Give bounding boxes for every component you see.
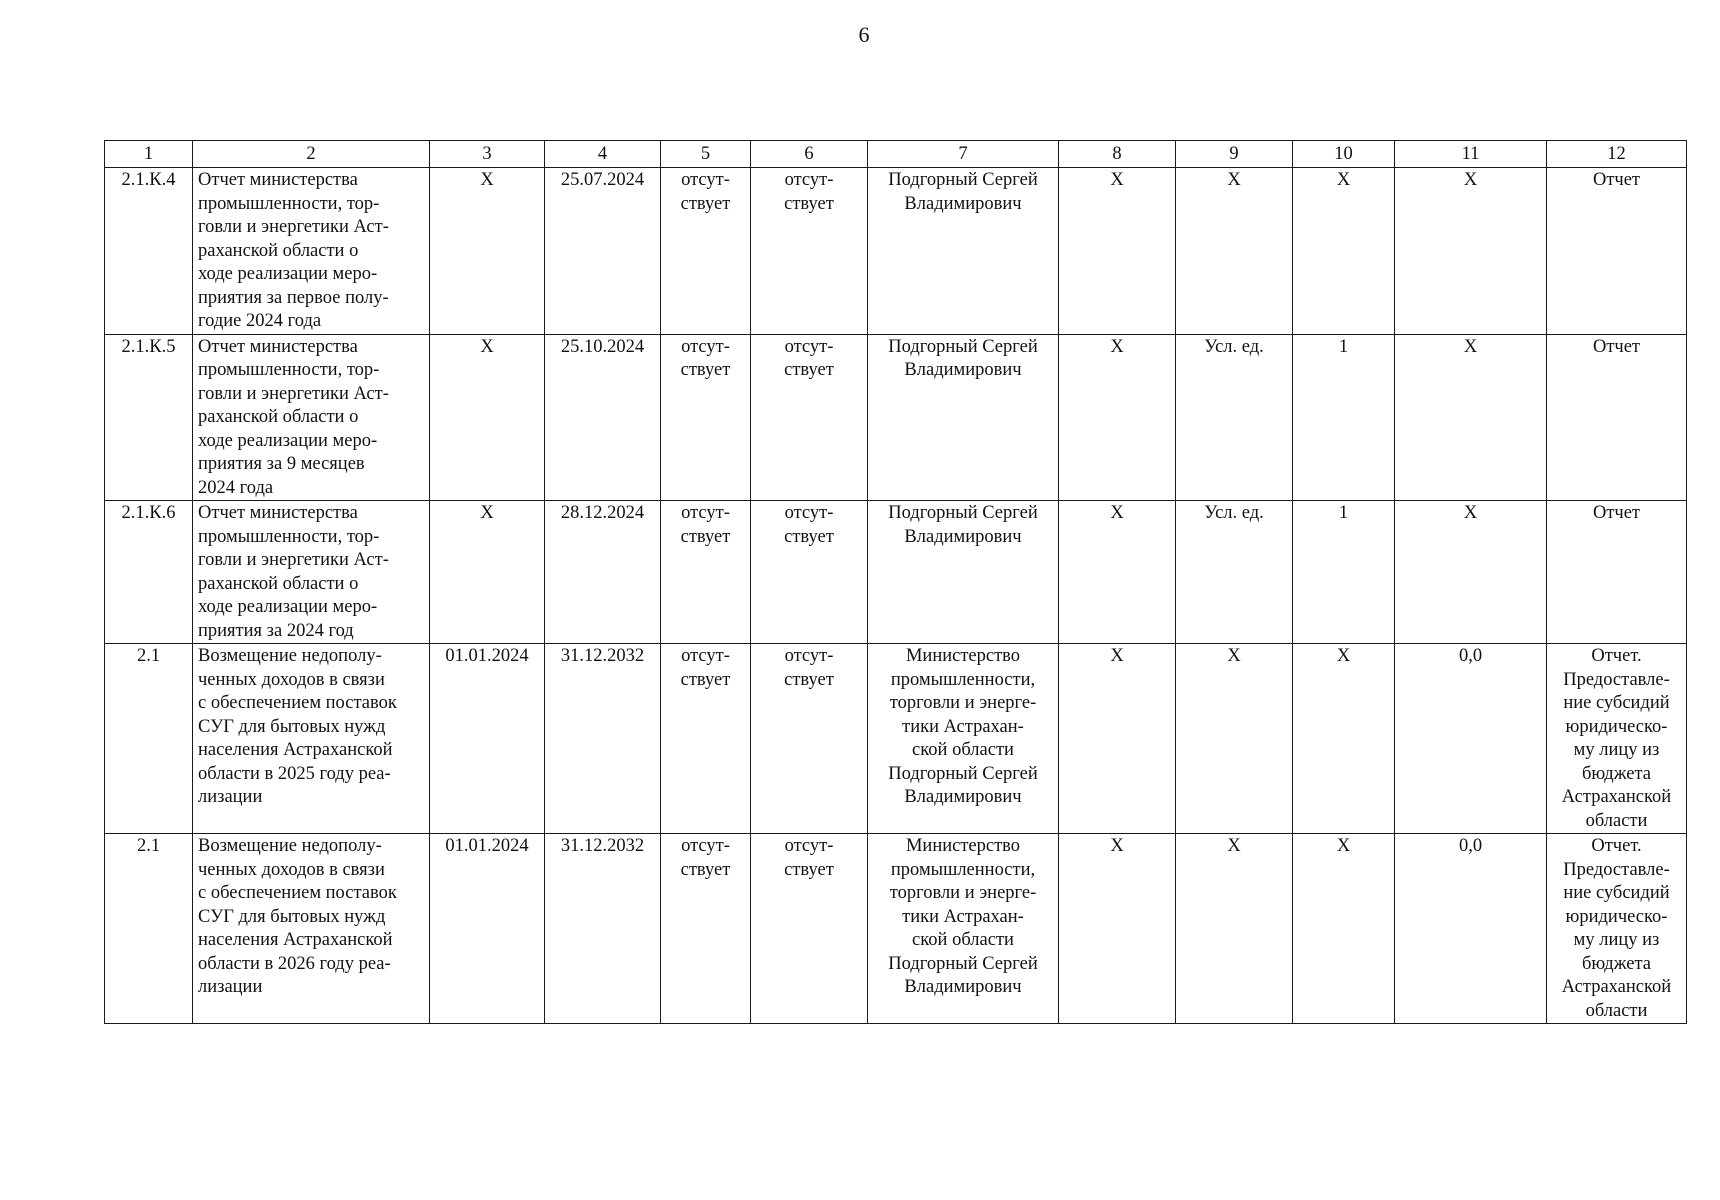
row-col12: Отчет (1547, 334, 1687, 501)
row-col8: Х (1059, 501, 1176, 644)
row-col10: Х (1293, 644, 1395, 834)
row-name: Отчет министерства промышленности, тор- говли и энергетики Аст- раханской области о ходе реализации меро- приятия за 9 месяцев 2024 года (193, 334, 430, 501)
row-col11: Х (1395, 168, 1547, 335)
row-col9: Усл. ед. (1176, 501, 1293, 644)
row-col5: отсут- ствует (661, 168, 751, 335)
table-row (105, 834, 1687, 1024)
row-code: 2.1.К.5 (105, 334, 193, 501)
row-start: Х (430, 334, 545, 501)
row-col12: Отчет. Предоставле- ние субсидий юридическо- му лицу из бюджета Астраханской области (1547, 834, 1687, 1024)
row-col12: Отчет (1547, 168, 1687, 335)
row-col9: Х (1176, 644, 1293, 834)
row-code: 2.1 (105, 644, 193, 834)
row-col10: 1 (1293, 501, 1395, 644)
row-col6: отсут- ствует (751, 834, 868, 1024)
row-col10: 1 (1293, 334, 1395, 501)
column-header: 10 (1293, 141, 1395, 168)
column-header: 11 (1395, 141, 1547, 168)
row-end: 28.12.2024 (545, 501, 661, 644)
row-name: Возмещение недополу- ченных доходов в связи с обеспечением поставок СУГ для бытовых нужд населения Астраханской области в 2025 году реа- лизации (193, 644, 430, 834)
row-responsible: Подгорный Сергей Владимирович (868, 334, 1059, 501)
row-name: Отчет министерства промышленности, тор- говли и энергетики Аст- раханской области о ходе реализации меро- приятия за 2024 год (193, 501, 430, 644)
row-col12: Отчет. Предоставле- ние субсидий юридическо- му лицу из бюджета Астраханской области (1547, 644, 1687, 834)
column-header: 5 (661, 141, 751, 168)
row-col5: отсут- ствует (661, 644, 751, 834)
row-start: 01.01.2024 (430, 834, 545, 1024)
column-header: 1 (105, 141, 193, 168)
table-row (105, 168, 1687, 335)
row-col10: Х (1293, 168, 1395, 335)
row-code: 2.1.К.6 (105, 501, 193, 644)
row-responsible: Министерство промышленности, торговли и энерге- тики Астрахан- ской области Подгорный Сергей Владимирович (868, 834, 1059, 1024)
row-col9: Х (1176, 168, 1293, 335)
row-col8: Х (1059, 168, 1176, 335)
row-col8: Х (1059, 334, 1176, 501)
column-header: 9 (1176, 141, 1293, 168)
row-col6: отсут- ствует (751, 168, 868, 335)
row-end: 25.07.2024 (545, 168, 661, 335)
row-code: 2.1.К.4 (105, 168, 193, 335)
row-start: Х (430, 168, 545, 335)
table-row (105, 644, 1687, 834)
row-col12: Отчет (1547, 501, 1687, 644)
column-header: 4 (545, 141, 661, 168)
table-row (105, 334, 1687, 501)
row-end: 31.12.2032 (545, 644, 661, 834)
row-responsible: Министерство промышленности, торговли и энерге- тики Астрахан- ской области Подгорный Сергей Владимирович (868, 644, 1059, 834)
row-col6: отсут- ствует (751, 501, 868, 644)
column-header: 8 (1059, 141, 1176, 168)
column-header: 6 (751, 141, 868, 168)
column-header: 7 (868, 141, 1059, 168)
column-header: 2 (193, 141, 430, 168)
row-col11: Х (1395, 501, 1547, 644)
row-col6: отсут- ствует (751, 644, 868, 834)
row-col9: Усл. ед. (1176, 334, 1293, 501)
row-name: Возмещение недополу- ченных доходов в связи с обеспечением поставок СУГ для бытовых нужд населения Астраханской области в 2026 году реа- лизации (193, 834, 430, 1024)
row-col11: 0,0 (1395, 644, 1547, 834)
column-header: 12 (1547, 141, 1687, 168)
row-col5: отсут- ствует (661, 834, 751, 1024)
column-header: 3 (430, 141, 545, 168)
row-responsible: Подгорный Сергей Владимирович (868, 501, 1059, 644)
table-header-row (105, 141, 1687, 168)
row-col5: отсут- ствует (661, 501, 751, 644)
row-col10: Х (1293, 834, 1395, 1024)
row-end: 31.12.2032 (545, 834, 661, 1024)
row-start: 01.01.2024 (430, 644, 545, 834)
page-number: 6 (858, 22, 870, 47)
row-col8: Х (1059, 644, 1176, 834)
row-col8: Х (1059, 834, 1176, 1024)
table-row (105, 501, 1687, 644)
row-name: Отчет министерства промышленности, тор- говли и энергетики Аст- раханской области о ходе реализации меро- приятия за первое полу- годие 2024 года (193, 168, 430, 335)
row-start: Х (430, 501, 545, 644)
row-col5: отсут- ствует (661, 334, 751, 501)
row-end: 25.10.2024 (545, 334, 661, 501)
row-responsible: Подгорный Сергей Владимирович (868, 168, 1059, 335)
row-col9: Х (1176, 834, 1293, 1024)
row-code: 2.1 (105, 834, 193, 1024)
row-col11: Х (1395, 334, 1547, 501)
row-col11: 0,0 (1395, 834, 1547, 1024)
plan-table (104, 140, 1687, 1024)
row-col6: отсут- ствует (751, 334, 868, 501)
